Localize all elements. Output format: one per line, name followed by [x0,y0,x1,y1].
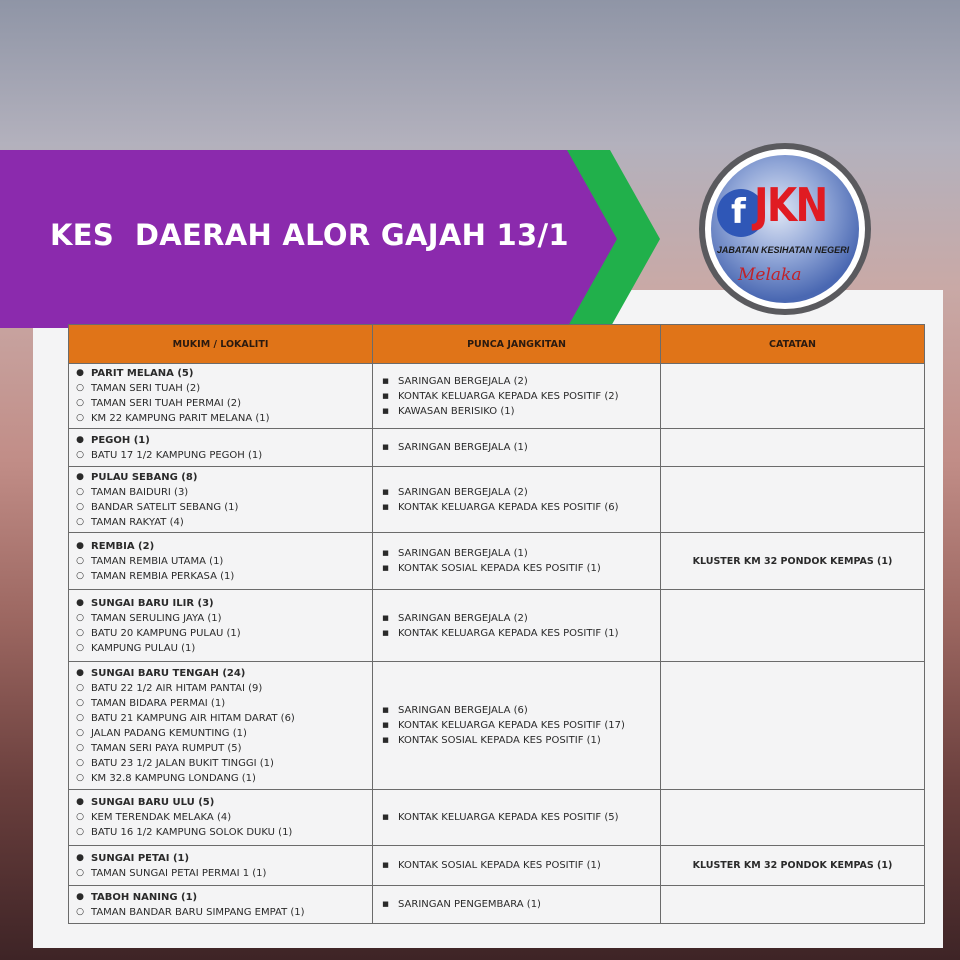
logo-jkn-text: JKN [754,178,827,232]
punca-text: SARINGAN BERGEJALA (2) [398,612,528,624]
lokaliti-item [69,381,372,396]
square-bullet-icon: ■ [382,564,389,572]
punca-item [373,374,660,389]
mukim-cell [69,467,373,533]
punca-text: SARINGAN PENGEMBARA (1) [398,899,541,910]
lokaliti-name: TAMAN BANDAR BARU SIMPANG EMPAT (1) [91,906,305,918]
table-header-row [69,325,925,364]
lokaliti-name: BATU 16 1/2 KAMPUNG SOLOK DUKU (1) [91,827,293,838]
square-bullet-icon: ■ [382,391,389,400]
circle-bullet-icon: ○ [76,570,84,581]
square-bullet-icon: ■ [382,406,389,415]
lokaliti-name: TAMAN BAIDURI (3) [91,486,189,498]
mukim-name: PULAU SEBANG (8) [91,471,198,483]
circle-bullet-icon: ○ [76,398,84,408]
square-bullet-icon: ■ [382,721,389,729]
header-punca: PUNCA JANGKITAN [373,325,661,364]
lokaliti-item [69,711,372,726]
lokaliti-item [69,866,372,881]
lokaliti-item [69,500,372,515]
punca-cell [373,364,661,429]
circle-bullet-icon: ○ [76,682,84,693]
punca-item [373,718,660,733]
case-table [68,324,925,924]
lokaliti-name: TAMAN REMBIA UTAMA (1) [91,555,224,567]
lokaliti-item [69,641,372,656]
table-row [69,886,925,924]
punca-item [373,733,660,748]
punca-text: KONTAK KELUARGA KEPADA KES POSITIF (6) [398,501,619,513]
circle-bullet-icon: ○ [76,772,84,783]
mukim-cell [69,590,373,662]
punca-text: KONTAK SOSIAL KEPADA KES POSITIF (1) [398,860,601,871]
punca-item [373,546,660,561]
mukim-name: SUNGAI BARU TENGAH (24) [91,667,246,679]
punca-cell [373,790,661,846]
mukim-item [69,433,372,448]
lokaliti-item [69,515,372,530]
square-bullet-icon: ■ [382,549,389,557]
lokaliti-name: BANDAR SATELIT SEBANG (1) [91,501,239,513]
lokaliti-item [69,569,372,584]
bullet-icon: ● [76,891,84,902]
lokaliti-name: TAMAN SERI TUAH (2) [91,383,201,394]
lokaliti-name: BATU 20 KAMPUNG PULAU (1) [91,627,241,639]
lokaliti-name: JALAN PADANG KEMUNTING (1) [91,727,247,739]
punca-item [373,404,660,419]
lokaliti-item [69,905,372,920]
punca-cell [373,590,661,662]
mukim-item [69,795,372,810]
punca-text: KONTAK KELUARGA KEPADA KES POSITIF (2) [398,390,619,402]
circle-bullet-icon: ○ [76,612,84,623]
lokaliti-name: TAMAN SUNGAI PETAI PERMAI 1 (1) [91,867,267,879]
punca-text: SARINGAN BERGEJALA (1) [398,548,528,559]
punca-cell [373,467,661,533]
header-catatan: CATATAN [661,325,925,364]
catatan-cell [661,662,925,790]
table-row [69,590,925,662]
punca-cell [373,533,661,590]
lokaliti-name: TAMAN REMBIA PERKASA (1) [91,570,235,582]
lokaliti-name: BATU 17 1/2 KAMPUNG PEGOH (1) [91,449,263,461]
circle-bullet-icon: ○ [76,486,84,497]
circle-bullet-icon: ○ [76,555,84,566]
mukim-cell [69,533,373,590]
lokaliti-item [69,696,372,711]
punca-item [373,810,660,825]
circle-bullet-icon: ○ [76,812,84,822]
bullet-icon: ● [76,471,84,482]
mukim-item [69,596,372,611]
mukim-item [69,890,372,905]
mukim-cell [69,790,373,846]
lokaliti-item [69,771,372,786]
bullet-icon: ● [76,667,84,678]
lokaliti-item [69,810,372,825]
circle-bullet-icon: ○ [76,449,84,460]
lokaliti-name: BATU 23 1/2 JALAN BUKIT TINGGI (1) [91,757,274,769]
square-bullet-icon: ■ [382,736,389,744]
circle-bullet-icon: ○ [76,712,84,723]
punca-text: KONTAK KELUARGA KEPADA KES POSITIF (17) [398,720,625,731]
mukim-cell [69,886,373,924]
circle-bullet-icon: ○ [76,516,84,527]
mukim-name: REMBIA (2) [91,540,155,552]
punca-text: SARINGAN BERGEJALA (2) [398,486,528,498]
square-bullet-icon: ■ [382,900,389,908]
mukim-item [69,539,372,554]
circle-bullet-icon: ○ [76,742,84,753]
punca-text: KONTAK SOSIAL KEPADA KES POSITIF (1) [398,563,601,574]
punca-text: KONTAK KELUARGA KEPADA KES POSITIF (1) [398,627,619,639]
lokaliti-name: TAMAN RAKYAT (4) [91,516,184,528]
circle-bullet-icon: ○ [76,827,84,837]
lokaliti-item [69,626,372,641]
punca-text: SARINGAN BERGEJALA (6) [398,705,528,716]
punca-item [373,858,660,873]
circle-bullet-icon: ○ [76,757,84,768]
mukim-name: TABOH NANING (1) [91,891,198,903]
square-bullet-icon: ■ [382,861,389,869]
catatan-cell [661,886,925,924]
punca-item [373,500,660,515]
lokaliti-name: TAMAN SERI PAYA RUMPUT (5) [91,742,242,754]
bullet-icon: ● [76,434,84,445]
punca-item [373,897,660,912]
catatan-cell: KLUSTER KM 32 PONDOK KEMPAS (1) [661,533,925,590]
lokaliti-item [69,448,372,463]
punca-item [373,389,660,404]
square-bullet-icon: ■ [382,376,389,385]
lokaliti-name: KEM TERENDAK MELAKA (4) [91,812,232,823]
punca-text: KONTAK SOSIAL KEPADA KES POSITIF (1) [398,735,601,746]
catatan-cell: KLUSTER KM 32 PONDOK KEMPAS (1) [661,846,925,886]
punca-item [373,561,660,576]
banner-title: KES DAERAH ALOR GAJAH 13/1 [50,218,569,252]
punca-cell [373,662,661,790]
circle-bullet-icon: ○ [76,867,84,878]
mukim-cell [69,364,373,429]
table-row [69,467,925,533]
facebook-icon: f [731,192,746,232]
lokaliti-name: BATU 21 KAMPUNG AIR HITAM DARAT (6) [91,712,295,724]
mukim-item [69,666,372,681]
bullet-icon: ● [76,852,84,863]
circle-bullet-icon: ○ [76,413,84,423]
circle-bullet-icon: ○ [76,383,84,393]
mukim-name: PEGOH (1) [91,434,150,446]
mukim-name: SUNGAI BARU ULU (5) [91,797,215,808]
lokaliti-item [69,554,372,569]
punca-item [373,626,660,641]
circle-bullet-icon: ○ [76,627,84,638]
logo-subtitle: JABATAN KESIHATAN NEGERI [716,245,850,255]
lokaliti-name: TAMAN SERULING JAYA (1) [91,612,222,624]
punca-text: SARINGAN BERGEJALA (1) [398,442,528,453]
lokaliti-name: TAMAN SERI TUAH PERMAI (2) [91,398,242,409]
logo-script: Melaka [738,265,802,285]
square-bullet-icon: ■ [382,613,389,622]
punca-cell [373,429,661,467]
circle-bullet-icon: ○ [76,906,84,917]
punca-item [373,611,660,626]
mukim-cell [69,662,373,790]
square-bullet-icon: ■ [382,813,389,821]
punca-text: KAWASAN BERISIKO (1) [398,405,515,417]
punca-text: KONTAK KELUARGA KEPADA KES POSITIF (5) [398,812,619,823]
lokaliti-item [69,611,372,626]
punca-cell [373,846,661,886]
catatan-cell [661,467,925,533]
circle-bullet-icon: ○ [76,697,84,708]
mukim-name: SUNGAI BARU ILIR (3) [91,597,214,609]
punca-item [373,703,660,718]
catatan-cell [661,364,925,429]
lokaliti-item [69,411,372,426]
lokaliti-item [69,756,372,771]
mukim-cell [69,846,373,886]
square-bullet-icon: ■ [382,628,389,637]
circle-bullet-icon: ○ [76,642,84,653]
square-bullet-icon: ■ [382,443,389,451]
table-row [69,846,925,886]
table-row [69,533,925,590]
catatan-cell [661,429,925,467]
mukim-name: PARIT MELANA (5) [91,368,194,379]
lokaliti-item [69,726,372,741]
mukim-item [69,366,372,381]
lokaliti-item [69,825,372,840]
circle-bullet-icon: ○ [76,501,84,512]
circle-bullet-icon: ○ [76,727,84,738]
punca-item [373,440,660,455]
punca-cell [373,886,661,924]
punca-text: SARINGAN BERGEJALA (2) [398,375,528,387]
catatan-cell [661,790,925,846]
lokaliti-name: KM 32.8 KAMPUNG LONDANG (1) [91,772,256,784]
bullet-icon: ● [76,368,84,378]
table-row [69,790,925,846]
mukim-name: SUNGAI PETAI (1) [91,852,190,864]
lokaliti-name: TAMAN BIDARA PERMAI (1) [91,697,226,709]
mukim-item [69,470,372,485]
bullet-icon: ● [76,797,84,807]
lokaliti-item [69,396,372,411]
punca-item [373,485,660,500]
table-row [69,429,925,467]
lokaliti-item [69,485,372,500]
square-bullet-icon: ■ [382,706,389,714]
lokaliti-name: KM 22 KAMPUNG PARIT MELANA (1) [91,413,270,424]
table-row [69,364,925,429]
catatan-cell [661,590,925,662]
lokaliti-item [69,681,372,696]
square-bullet-icon: ■ [382,502,389,511]
lokaliti-item [69,741,372,756]
header-mukim: MUKIM / LOKALITI [69,325,373,364]
lokaliti-name: KAMPUNG PULAU (1) [91,642,196,654]
table-row [69,662,925,790]
bullet-icon: ● [76,540,84,551]
bullet-icon: ● [76,597,84,608]
mukim-cell [69,429,373,467]
mukim-item [69,851,372,866]
square-bullet-icon: ■ [382,487,389,496]
lokaliti-name: BATU 22 1/2 AIR HITAM PANTAI (9) [91,682,263,694]
